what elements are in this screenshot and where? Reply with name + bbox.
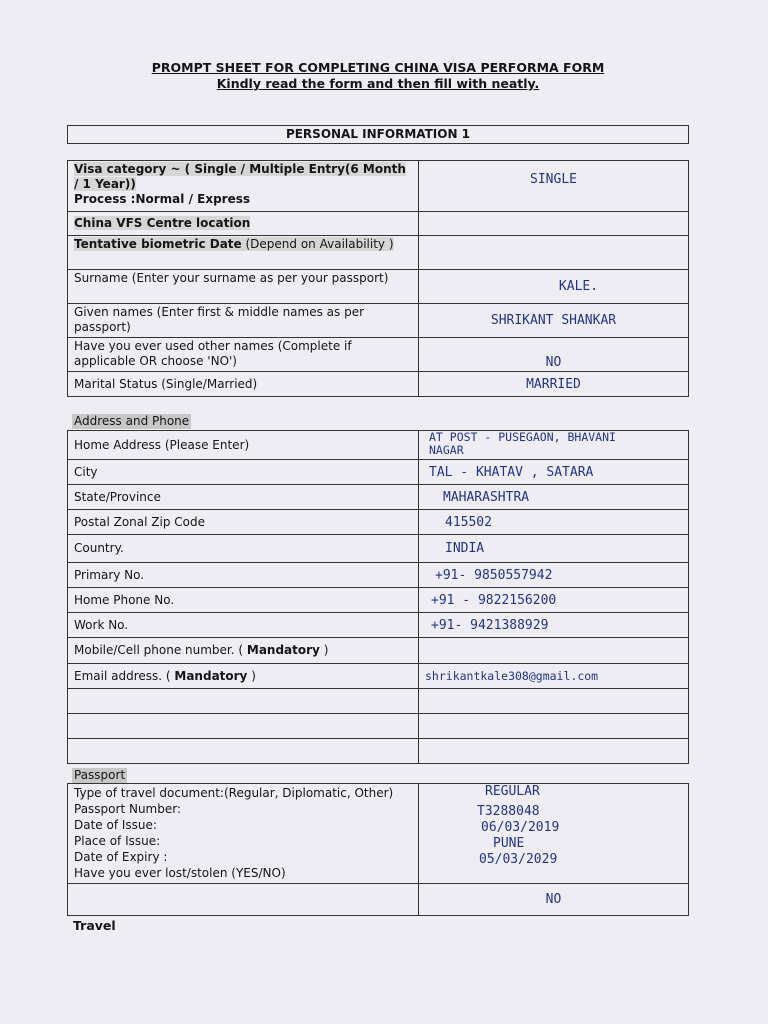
blank-label <box>68 689 419 714</box>
given-names-field[interactable] <box>419 304 689 338</box>
table-row <box>68 638 689 664</box>
table-row <box>68 714 689 739</box>
travel-section-heading: Travel <box>73 918 116 933</box>
biometric-date-field[interactable] <box>419 236 689 270</box>
lost-stolen-label: Have you ever lost/stolen (YES/NO) <box>74 866 286 880</box>
vfs-centre-label: China VFS Centre location <box>68 212 419 236</box>
blank-field[interactable] <box>419 739 689 764</box>
table-row <box>68 689 689 714</box>
table-row <box>68 304 689 338</box>
work-no-field[interactable] <box>419 613 689 638</box>
zip-label: Postal Zonal Zip Code <box>68 510 419 535</box>
blank-field[interactable] <box>419 714 689 739</box>
table-row <box>68 485 689 510</box>
marital-status-label: Marital Status (Single/Married) <box>68 372 419 397</box>
table-row <box>68 884 689 916</box>
blank-field[interactable] <box>419 689 689 714</box>
passport-section-heading: Passport <box>74 768 126 782</box>
vfs-centre-field[interactable] <box>419 212 689 236</box>
address-section-heading: Address and Phone <box>74 414 190 428</box>
biometric-date-label: Tentative biometric Date (Depend on Availability ) <box>68 236 419 270</box>
passport-details-labels <box>68 784 419 884</box>
table-row <box>68 372 689 397</box>
table-row <box>68 338 689 372</box>
table-row <box>68 236 689 270</box>
other-names-field[interactable] <box>419 338 689 372</box>
document-title: PROMPT SHEET FOR COMPLETING CHINA VISA PERFORMA FORM <box>151 60 605 75</box>
table-row <box>68 563 689 588</box>
lost-stolen-value: NO <box>545 892 562 907</box>
table-row <box>68 431 689 460</box>
home-address-field[interactable] <box>419 431 689 460</box>
table-row <box>68 613 689 638</box>
issue-date-label: Date of Issue: <box>74 818 157 832</box>
home-address-line2: NAGAR <box>429 444 464 457</box>
mobile-field[interactable] <box>419 638 689 664</box>
surname-field[interactable] <box>419 270 689 304</box>
visa-category-field[interactable] <box>419 161 689 212</box>
given-names-label: Given names (Enter first & middle names as per passport) <box>68 304 419 338</box>
email-label: Email address. ( Mandatory ) <box>68 664 419 689</box>
document-subtitle: Kindly read the form and then fill with neatly. <box>216 76 540 91</box>
city-value: TAL - KHATAV , SATARA <box>429 464 594 480</box>
home-address-line1: AT POST - PUSEGAON, BHAVANI <box>429 431 616 444</box>
country-value: INDIA <box>445 541 485 556</box>
city-field[interactable] <box>419 460 689 485</box>
visa-category-label: Visa category ~ ( Single / Multiple Entry(6 Month / 1 Year)) Process :Normal / Express <box>68 161 419 212</box>
marital-status-field[interactable] <box>419 372 689 397</box>
email-value: shrikantkale308@gmail.com <box>425 668 599 683</box>
table-row <box>68 784 689 884</box>
country-field[interactable] <box>419 535 689 563</box>
primary-no-label: Primary No. <box>68 563 419 588</box>
state-value: MAHARASHTRA <box>443 489 530 505</box>
issue-date-value: 06/03/2019 <box>481 820 560 835</box>
city-label: City <box>68 460 419 485</box>
table-row <box>68 739 689 764</box>
table-row <box>68 460 689 485</box>
expiry-label: Date of Expiry : <box>74 850 168 864</box>
work-no-label: Work No. <box>68 613 419 638</box>
passport-number-label: Passport Number: <box>74 802 182 816</box>
expiry-value: 05/03/2029 <box>479 852 558 867</box>
primary-no-field[interactable] <box>419 563 689 588</box>
other-names-value: NO <box>545 355 562 370</box>
primary-no-value: +91- 9850557942 <box>435 567 553 583</box>
surname-value: KALE. <box>558 279 599 294</box>
doc-type-label: Type of travel document:(Regular, Diplomatic, Other) <box>74 786 394 800</box>
table-row <box>68 510 689 535</box>
home-phone-value: +91 - 9822156200 <box>431 592 557 608</box>
visa-category-value: SINGLE <box>530 171 577 187</box>
issue-place-value: PUNE <box>493 836 525 851</box>
state-label: State/Province <box>68 485 419 510</box>
personal-info-table <box>67 160 689 397</box>
zip-field[interactable] <box>419 510 689 535</box>
home-address-label: Home Address (Please Enter) <box>68 431 419 460</box>
blank-label <box>68 739 419 764</box>
marital-status-value: MARRIED <box>526 376 581 392</box>
country-label: Country. <box>68 535 419 563</box>
passport-number-value: T3288048 <box>477 804 540 819</box>
table-row <box>68 535 689 563</box>
table-row <box>68 161 689 212</box>
zip-value: 415502 <box>445 514 492 530</box>
table-row <box>68 588 689 613</box>
table-row <box>68 664 689 689</box>
state-field[interactable] <box>419 485 689 510</box>
passport-table <box>67 783 689 916</box>
blank-label <box>68 714 419 739</box>
blank-label <box>68 884 419 916</box>
other-names-label: Have you ever used other names (Complete if applicable OR choose 'NO') <box>68 338 419 372</box>
home-phone-label: Home Phone No. <box>68 588 419 613</box>
work-no-value: +91- 9421388929 <box>431 617 549 633</box>
lost-stolen-field[interactable] <box>419 884 689 916</box>
table-row <box>68 212 689 236</box>
mobile-label: Mobile/Cell phone number. ( Mandatory ) <box>68 638 419 664</box>
issue-place-label: Place of Issue: <box>74 834 161 848</box>
address-table <box>67 430 689 764</box>
passport-details-field[interactable] <box>419 784 689 884</box>
surname-label: Surname (Enter your surname as per your passport) <box>68 270 419 304</box>
doc-type-value: REGULAR <box>485 784 540 799</box>
personal-info-heading: PERSONAL INFORMATION 1 <box>67 125 689 144</box>
home-phone-field[interactable] <box>419 588 689 613</box>
email-field[interactable] <box>419 664 689 689</box>
given-names-value: SHRIKANT SHANKAR <box>490 313 617 328</box>
table-row <box>68 270 689 304</box>
